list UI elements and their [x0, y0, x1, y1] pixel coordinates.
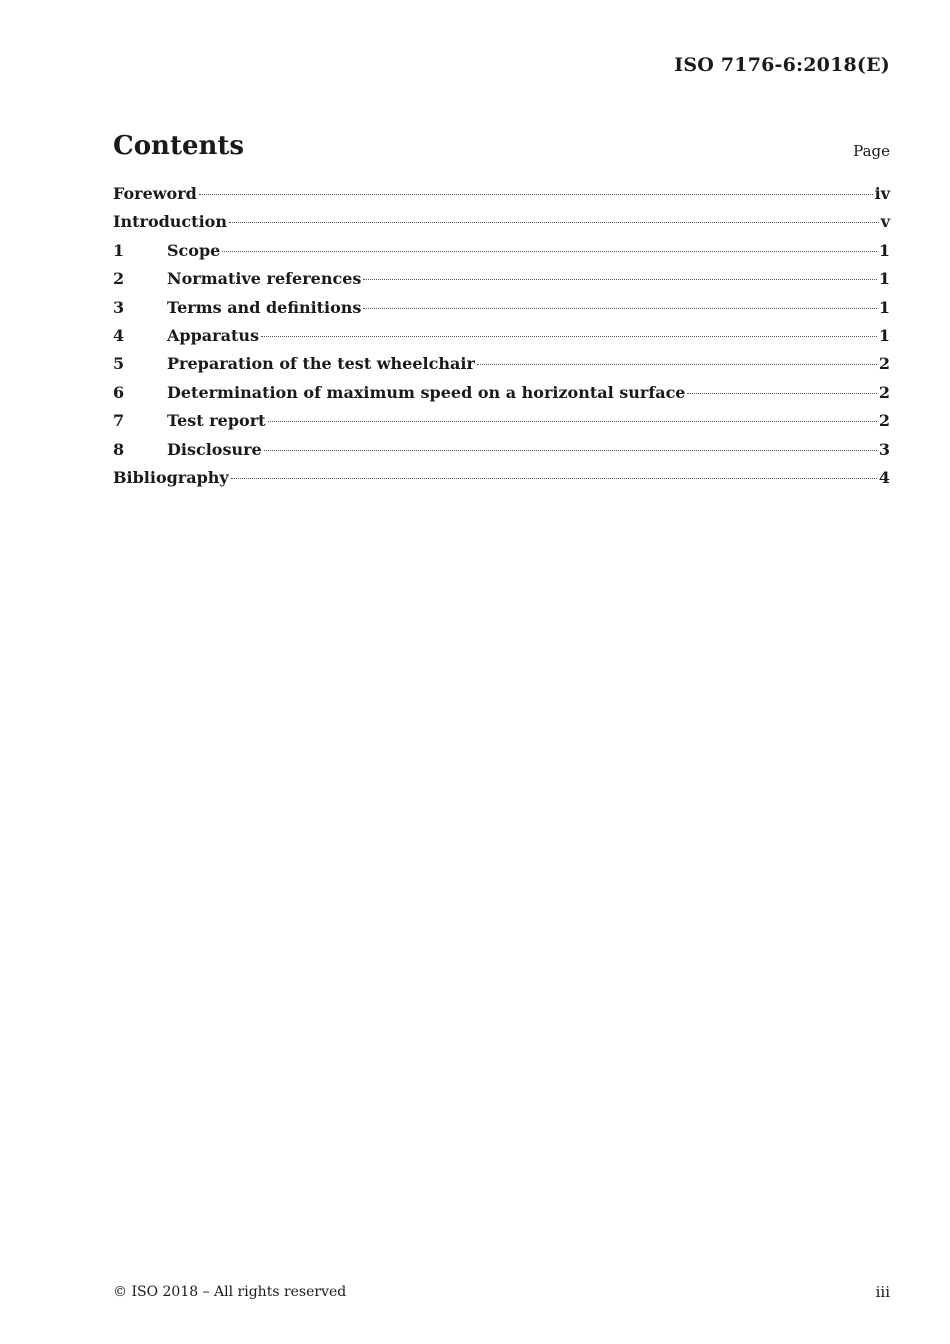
- toc-entry-title: Bibliography: [113, 467, 229, 487]
- toc-entry-number: 2: [113, 269, 125, 289]
- toc-entry-page: iv: [874, 184, 890, 203]
- toc-entry-title: Disclosure: [167, 439, 262, 459]
- toc-entry-maximum-speed[interactable]: [113, 383, 890, 411]
- toc-entry-test-report[interactable]: [113, 411, 890, 439]
- toc-entry-title: Preparation of the test wheelchair: [167, 354, 475, 374]
- toc-entry-terms-and-definitions[interactable]: [113, 298, 890, 326]
- toc-entry-page: 1: [878, 297, 890, 317]
- toc-entry-number: 5: [113, 354, 125, 374]
- toc-entry-title: Scope: [167, 240, 221, 260]
- dot-leader: [363, 308, 876, 309]
- toc-entry-preparation[interactable]: [113, 354, 890, 382]
- toc-entry-title: Apparatus: [167, 325, 259, 345]
- toc-entry-apparatus[interactable]: [113, 326, 890, 354]
- table-of-contents: [113, 184, 890, 496]
- toc-entry-number: 1: [113, 240, 125, 260]
- toc-entry-title: Normative references: [167, 269, 362, 289]
- dot-leader: [261, 336, 877, 337]
- toc-entry-title: Test report: [167, 411, 266, 431]
- dot-leader: [363, 279, 876, 280]
- dot-leader: [264, 450, 877, 451]
- toc-entry-page: 1: [878, 240, 890, 260]
- dot-leader: [687, 393, 876, 394]
- dot-leader: [199, 194, 873, 195]
- toc-entry-number: 4: [113, 325, 125, 345]
- toc-entry-title: Determination of maximum speed on a horizontal surface: [167, 382, 686, 402]
- dot-leader: [231, 478, 877, 479]
- toc-entry-introduction[interactable]: [113, 212, 890, 240]
- toc-entry-page: 2: [878, 411, 890, 431]
- dot-leader: [222, 251, 877, 252]
- footer-page-number: iii: [875, 1283, 890, 1301]
- toc-entry-number: 8: [113, 439, 125, 459]
- toc-entry-bibliography[interactable]: [113, 468, 890, 496]
- toc-entry-normative-references[interactable]: [113, 269, 890, 297]
- toc-entry-page: 1: [878, 325, 890, 345]
- page-column-label: Page: [853, 142, 890, 160]
- document-code: ISO 7176-6:2018(E): [674, 54, 890, 76]
- toc-entry-number: 3: [113, 297, 125, 317]
- footer-copyright: © ISO 2018 – All rights reserved: [113, 1284, 347, 1300]
- toc-entry-title: Foreword: [113, 184, 197, 203]
- toc-entry-foreword[interactable]: [113, 184, 890, 212]
- toc-entry-number: 6: [113, 382, 125, 402]
- toc-entry-page: 2: [878, 354, 890, 374]
- dot-leader: [477, 364, 877, 365]
- toc-entry-number: 7: [113, 411, 125, 431]
- toc-entry-page: 3: [878, 439, 890, 459]
- dot-leader: [229, 222, 879, 223]
- toc-entry-title: Introduction: [113, 212, 227, 232]
- toc-entry-page: 1: [878, 269, 890, 289]
- toc-entry-page: 4: [878, 467, 890, 487]
- toc-entry-disclosure[interactable]: [113, 440, 890, 468]
- toc-entry-title: Terms and definitions: [167, 297, 362, 317]
- toc-entry-page: 2: [878, 382, 890, 402]
- contents-heading: Contents: [113, 131, 245, 161]
- dot-leader: [268, 421, 877, 422]
- toc-entry-page: v: [880, 212, 890, 232]
- toc-entry-scope[interactable]: [113, 241, 890, 269]
